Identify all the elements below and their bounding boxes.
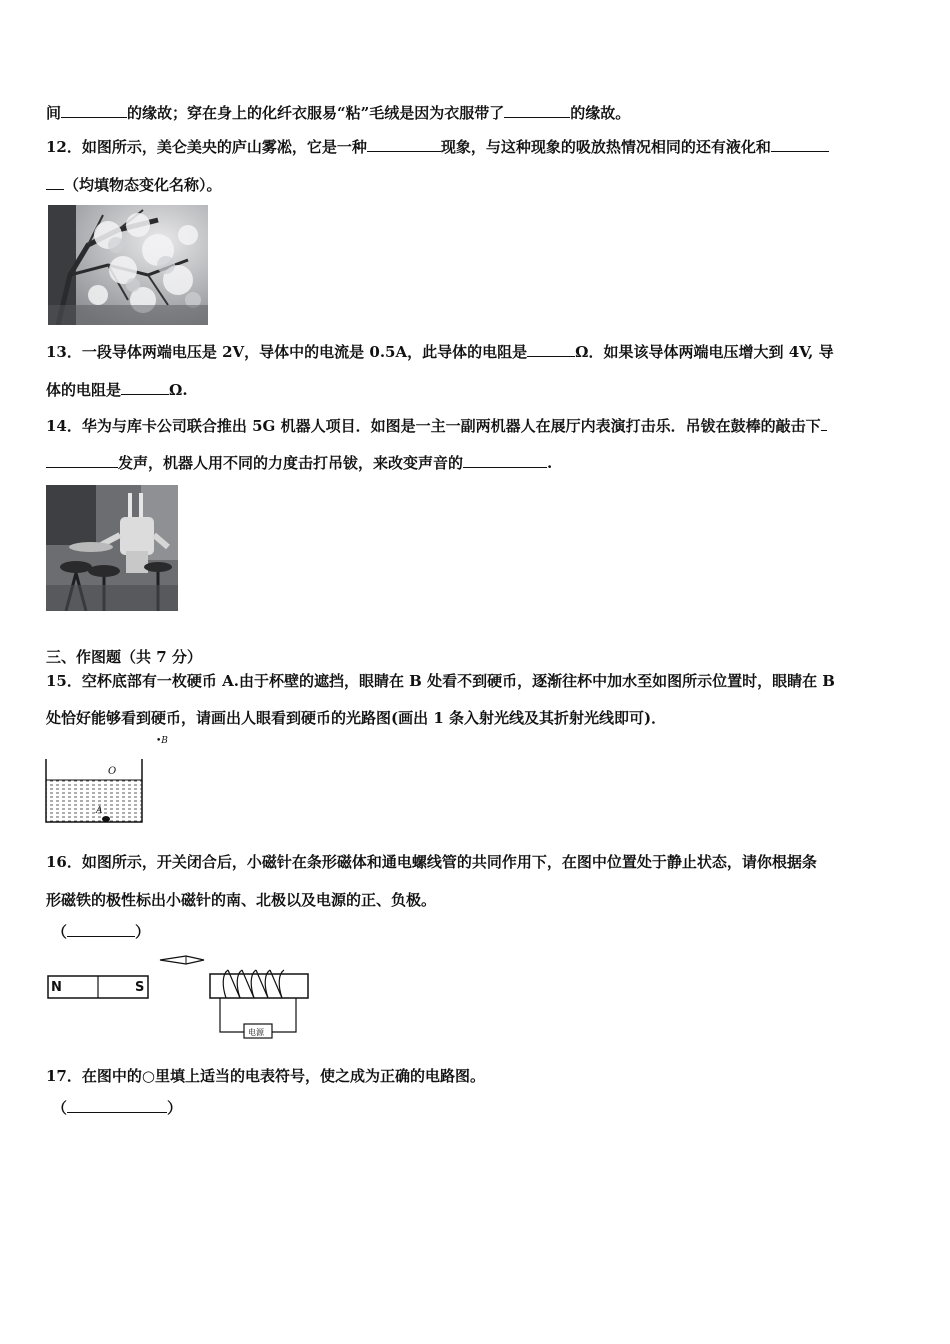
- q17-answer: [52, 1098, 182, 1118]
- q16-text-2: 形磁铁的极性标出小磁针的南、北极以及电源的正、负极。: [46, 891, 437, 909]
- q14-blank-1-cont[interactable]: [46, 453, 118, 468]
- rime-tree-photo: [48, 205, 208, 325]
- robot-drums-photo: [46, 485, 178, 611]
- q16-answer-blank[interactable]: [67, 922, 135, 937]
- q11-text-3: 的缘故。: [570, 104, 631, 122]
- q11-blank-1[interactable]: [61, 103, 127, 118]
- q13-text-2: Ω．如果该导体两端电压增大到 4V, 导: [575, 343, 834, 361]
- q17-answer-close: ）: [167, 1099, 183, 1117]
- q14-text-2: 发声，机器人用不同的力度击打吊钹，来改变声音的: [118, 454, 464, 472]
- q14-text-3: .: [547, 454, 553, 472]
- q12-text-1: 12．如图所示，美仑美央的庐山雾凇，它是一种: [46, 138, 367, 156]
- q17-answer-blank[interactable]: [67, 1098, 167, 1113]
- q16-answer-close: ）: [135, 923, 151, 941]
- power-label: 电源: [248, 1028, 264, 1037]
- q14-text-1: 14．华为与库卡公司联合推出 5G 机器人项目．如图是一主一副两机器人在展厅内表演打击乐．吊钹在鼓棒的敲击下: [46, 417, 821, 435]
- magnet-solenoid-diagram[interactable]: [46, 950, 326, 1042]
- q13-text-3: 体的电阻是: [46, 381, 122, 399]
- q12-blank-2-cont[interactable]: [46, 175, 64, 190]
- q13-line-1: [46, 342, 834, 362]
- q17-answer-open: （: [52, 1099, 68, 1117]
- q16-answer: [52, 922, 150, 942]
- q13-line-2: [46, 380, 188, 400]
- q16-text-1: 16．如图所示，开关闭合后，小磁针在条形磁体和通电螺线管的共同作用下，在图中位置处于静止状态，请你根据条: [46, 853, 817, 871]
- q13-blank-1[interactable]: [527, 342, 575, 357]
- q16-answer-open: （: [52, 923, 68, 941]
- q12-line-2: [46, 175, 222, 195]
- section-3-heading: 三、作图题（共 7 分）: [46, 648, 202, 666]
- q14-line-2: [46, 453, 552, 473]
- q16-line-2: [46, 890, 436, 910]
- magnet-n-label: N: [51, 980, 62, 995]
- q15-line-2: [46, 708, 666, 728]
- q17-line-1: [46, 1066, 485, 1086]
- water-region: [46, 780, 142, 822]
- q12-blank-2[interactable]: [771, 137, 829, 152]
- q14-blank-2[interactable]: [463, 453, 547, 468]
- point-o-label: O: [108, 766, 117, 777]
- q12-line-1: [46, 137, 829, 157]
- q11-text-2: 的缘故；穿在身上的化纤衣服易“粘”毛绒是因为衣服带了: [127, 104, 505, 122]
- q12-text-3: （均填物态变化名称）。: [64, 176, 222, 194]
- q11-text-1: 间: [46, 104, 62, 122]
- q15-text-1: 15．空杯底部有一枚硬币 A.由于杯壁的遮挡，眼睛在 B 处看不到硬币，逐渐往杯中加水至如图所示位置时，眼睛在 B: [46, 672, 835, 690]
- cup-water-diagram[interactable]: [44, 735, 184, 827]
- q15-line-1: [46, 671, 835, 691]
- q17-text-1: 17．在图中的○里填上适当的电表符号，使之成为正确的电路图。: [46, 1067, 485, 1085]
- q12-blank-1[interactable]: [367, 137, 441, 152]
- q16-line-1: [46, 852, 817, 872]
- point-a-label: A: [96, 806, 103, 816]
- q13-text-1: 13．一段导体两端电压是 2V，导体中的电流是 0.5A，此导体的电阻是: [46, 343, 528, 361]
- q15-text-2: 处恰好能够看到硬币，请画出人眼看到硬币的光路图(画出 1 条入射光线及其折射光线即可)．: [46, 709, 667, 727]
- coin-a-icon: [102, 816, 110, 822]
- magnet-s-label: S: [135, 980, 145, 995]
- q14-line-1: [46, 416, 827, 436]
- point-b-label: •B: [156, 736, 168, 746]
- q12-text-2: 现象，与这种现象的吸放热情况相同的还有液化和: [440, 138, 771, 156]
- q11-tail-line: [46, 103, 630, 123]
- q13-blank-2[interactable]: [121, 380, 169, 395]
- q14-blank-1[interactable]: [821, 416, 827, 431]
- q11-blank-2[interactable]: [504, 103, 570, 118]
- q13-text-4: Ω.: [169, 381, 188, 399]
- compass-needle-icon: [160, 956, 204, 964]
